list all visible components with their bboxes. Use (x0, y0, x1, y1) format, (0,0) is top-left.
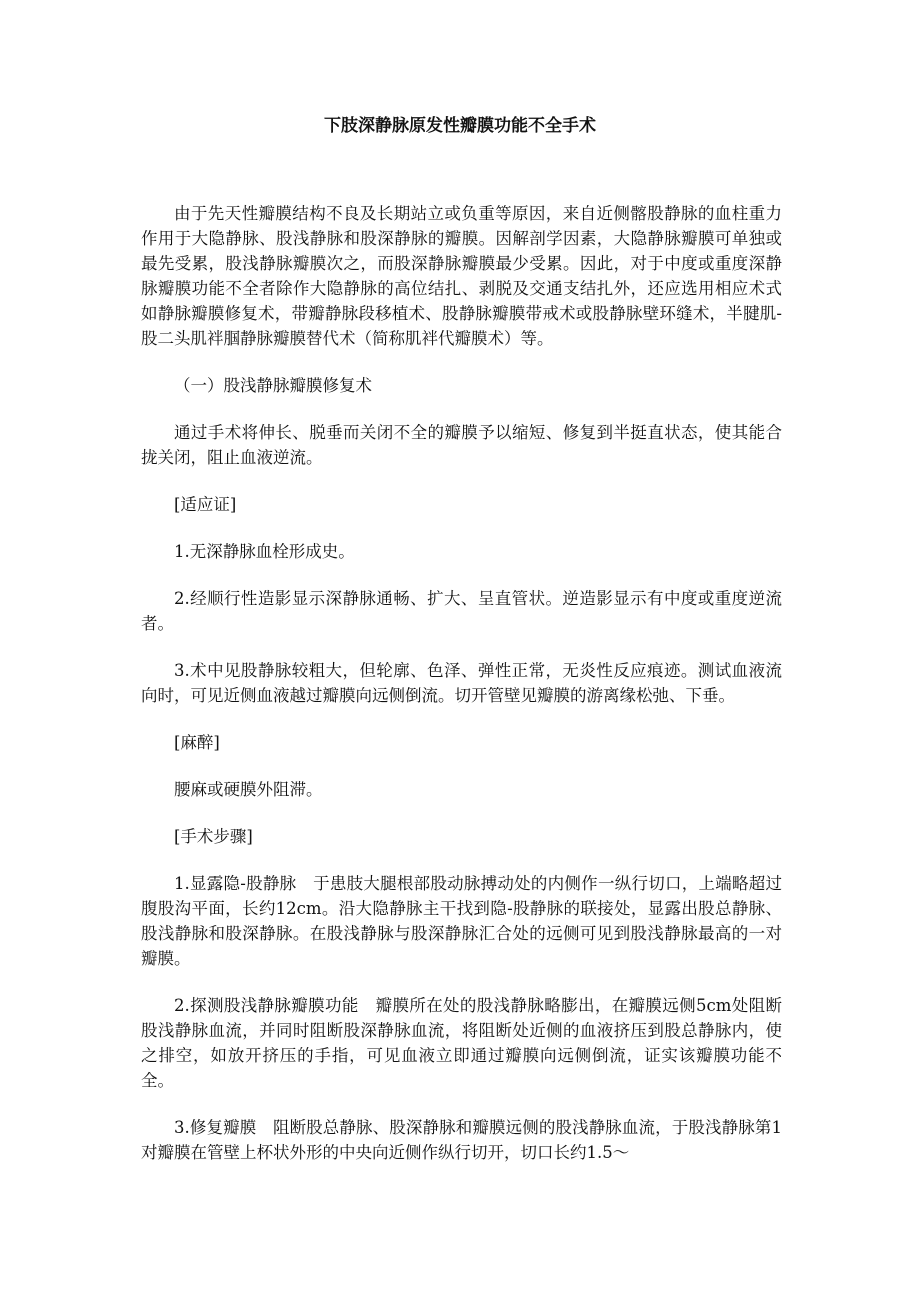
paragraph-anesthesia: 腰麻或硬膜外阻滞。 (174, 780, 323, 799)
section-heading-valve-repair: （一）股浅静脉瓣膜修复术 (174, 376, 372, 395)
heading-indications: [适应证] (174, 495, 237, 514)
paragraph-purpose: 通过手术将伸长、脱垂而关闭不全的瓣膜予以缩短、修复到半挺直状态，使其能合拢关闭，阻止血液逆流。 (141, 423, 782, 467)
document-title: 下肢深静脉原发性瓣膜功能不全手术 (324, 116, 596, 136)
indication-item-3: 3.术中见股静脉较粗大，但轮廓、色泽、弹性正常，无炎性反应痕迹。测试血液流向时，可见近侧血液越过瓣膜向远侧倒流。切开管壁见瓣膜的游离缘松弛、下垂。 (141, 661, 782, 705)
procedure-step-2: 2.探测股浅静脉瓣膜功能 瓣膜所在处的股浅静脉略膨出，在瓣膜远侧5cm处阻断股浅静脉血流，并同时阻断股深静脉血流，将阻断处近侧的血液挤压到股总静脉内，使之排空，如放开挤压的手指，可见血液立即通过瓣膜向远侧倒流，证实该瓣膜功能不全。 (141, 996, 782, 1090)
heading-anesthesia: [麻醉] (174, 733, 220, 752)
procedure-step-3: 3.修复瓣膜 阻断股总静脉、股深静脉和瓣膜远侧的股浅静脉血流，于股浅静脉第1对瓣膜在管壁上杯状外形的中央向近侧作纵行切开，切口长约1.5～ (141, 1118, 782, 1162)
procedure-step-1: 1.显露隐-股静脉 于患肢大腿根部股动脉搏动处的内侧作一纵行切口，上端略超过腹股沟平面，长约12cm。沿大隐静脉主干找到隐-股静脉的联接处，显露出股总静脉、股浅静脉和股深静脉。在股浅静脉与股深静脉汇合处的远侧可见到股浅静脉最高的一对瓣膜。 (141, 874, 782, 968)
heading-procedure: [手术步骤] (174, 827, 253, 846)
paragraph-intro: 由于先天性瓣膜结构不良及长期站立或负重等原因，来自近侧髂股静脉的血柱重力作用于大隐静脉、股浅静脉和股深静脉的瓣膜。因解剖学因素，大隐静脉瓣膜可单独或最先受累，股浅静脉瓣膜次之，而股深静脉瓣膜最少受累。因此，对于中度或重度深静脉瓣膜功能不全者除作大隐静脉的高位结扎、剥脱及交通支结扎外，还应选用相应术式如静脉瓣膜修复术，带瓣静脉段移植术、股静脉瓣膜带戒术或股静脉壁环缝术，半腱肌-股二头肌袢腘静脉瓣膜替代术（简称肌袢代瓣膜术）等。 (141, 204, 782, 348)
indication-item-1: 1.无深静脉血栓形成史。 (174, 542, 355, 561)
indication-item-2: 2.经顺行性造影显示深静脉通畅、扩大、呈直管状。逆造影显示有中度或重度逆流者。 (141, 589, 782, 633)
document-body (141, 201, 782, 1165)
